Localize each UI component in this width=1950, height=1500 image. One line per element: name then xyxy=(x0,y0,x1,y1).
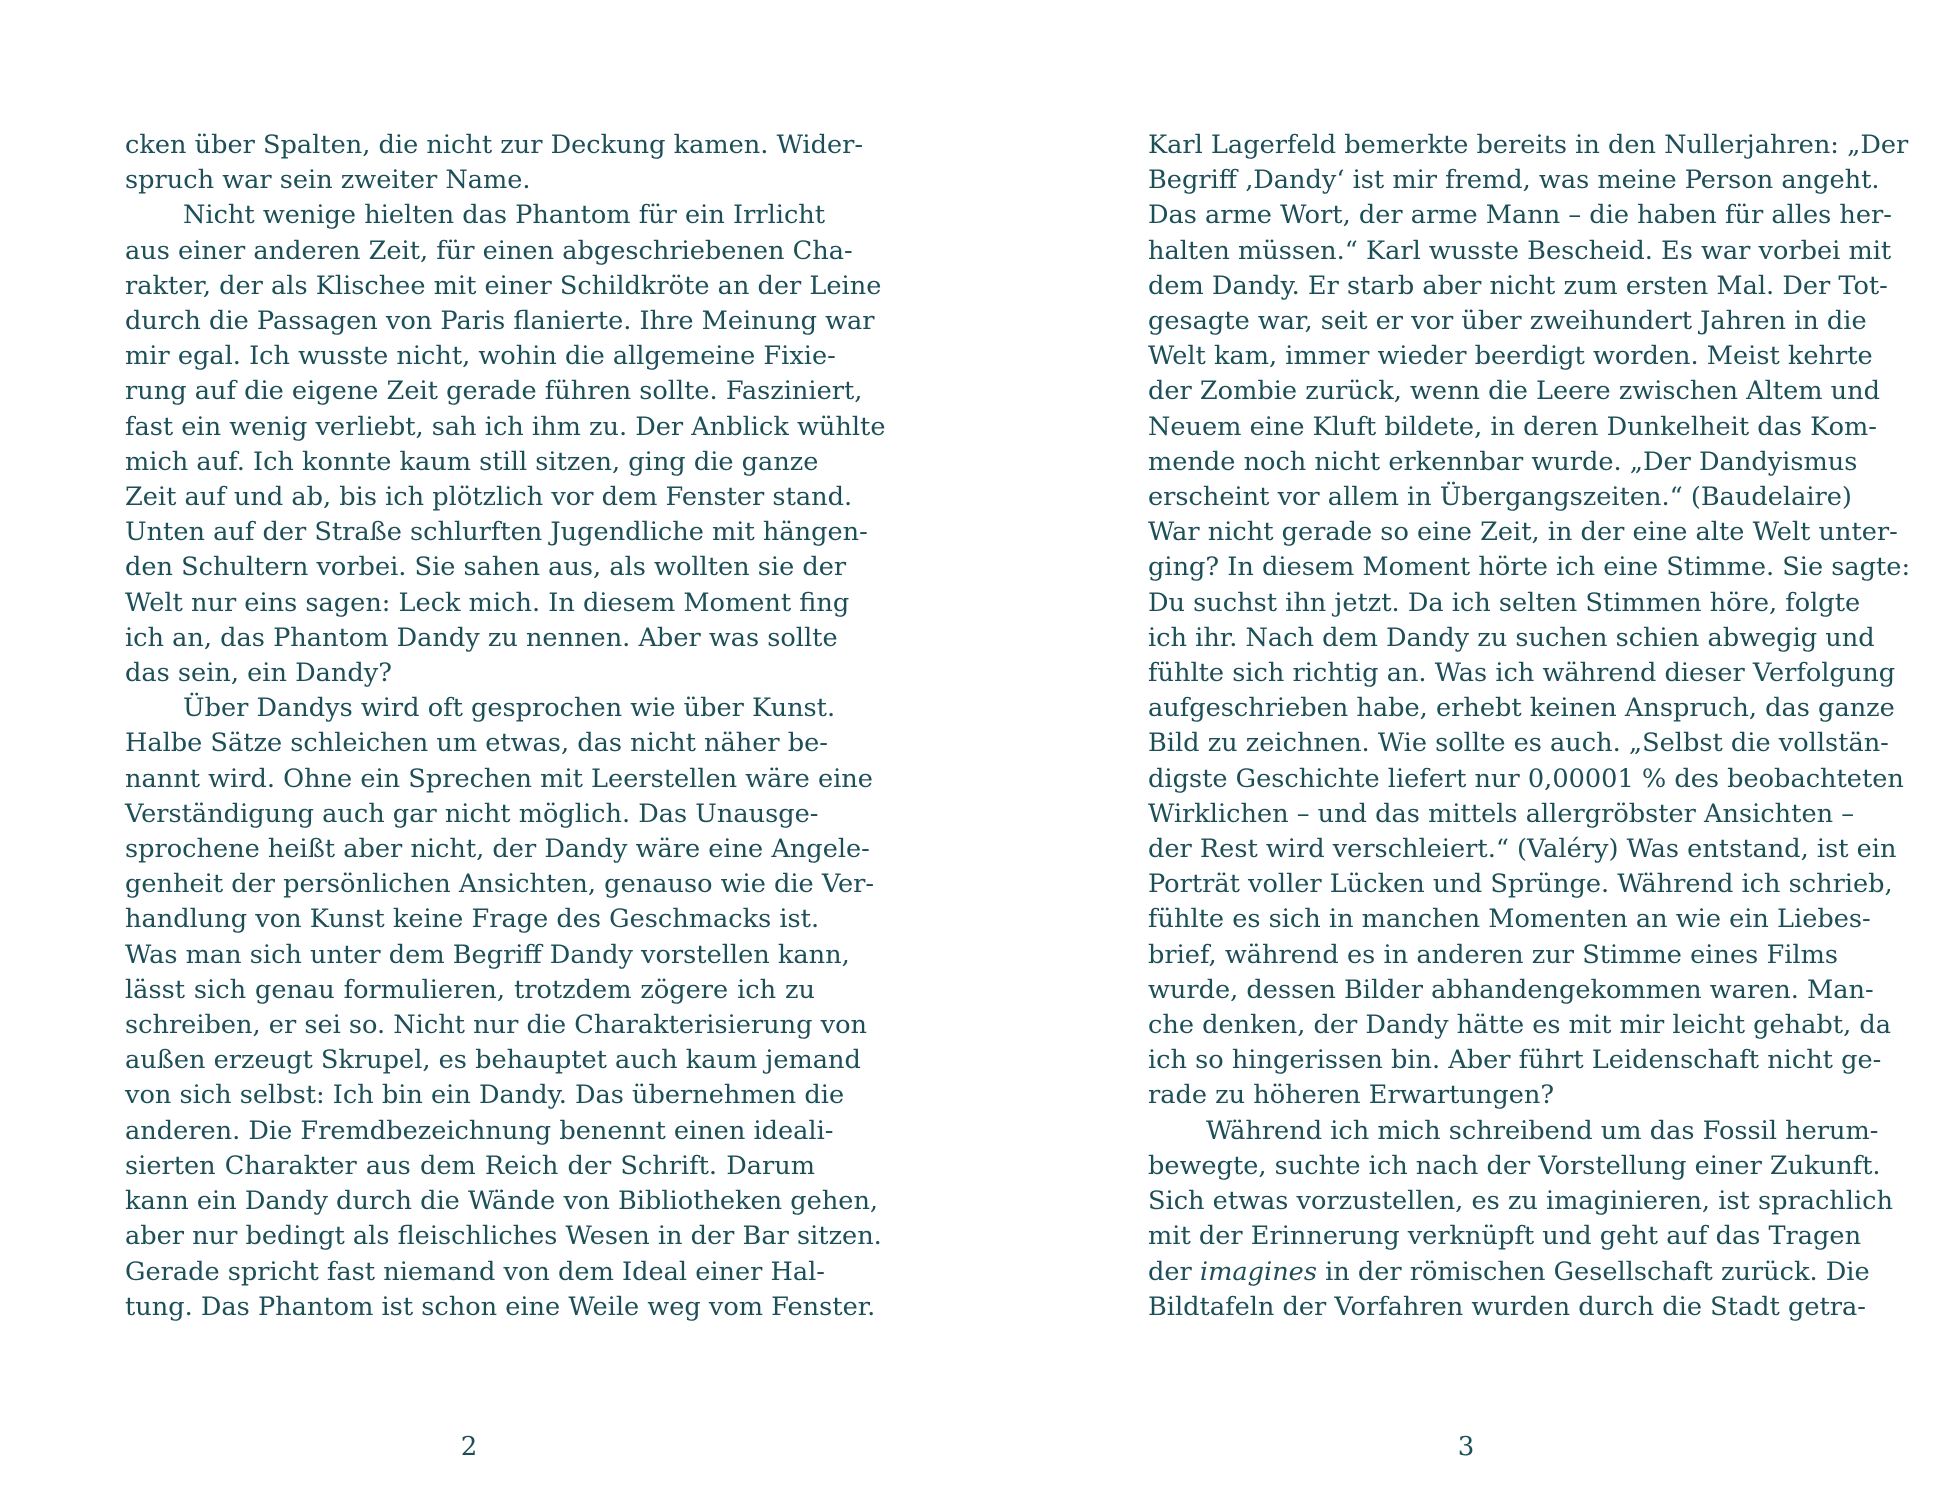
text-line: Bild zu zeichnen. Wie sollte es auch. „Selbst die vollstän- xyxy=(1148,728,1889,759)
text-line: Halbe Sätze schleichen um etwas, das nicht näher be- xyxy=(125,728,828,759)
text-line: mende noch nicht erkennbar wurde. „Der Dandyismus xyxy=(1148,446,1858,477)
text-line: der Zombie zurück, wenn die Leere zwischen Altem und xyxy=(1148,376,1880,407)
text-fragment: in der römischen Gesellschaft zurück. Die xyxy=(1316,1256,1870,1287)
text-line: sprochene heißt aber nicht, der Dandy wäre eine Angele- xyxy=(125,834,870,865)
text-line: kann ein Dandy durch die Wände von Bibliotheken gehen, xyxy=(125,1186,879,1217)
text-line: mich auf. Ich konnte kaum still sitzen, ging die ganze xyxy=(125,446,819,477)
text-line: ich ihr. Nach dem Dandy zu suchen schien abwegig und xyxy=(1148,622,1875,653)
text-line: spruch war sein zweiter Name. xyxy=(125,165,531,196)
text-line: rade zu höheren Erwartungen? xyxy=(1148,1080,1555,1111)
text-line: den Schultern vorbei. Sie sahen aus, als wollten sie der xyxy=(125,552,847,583)
text-line: anderen. Die Fremdbezeichnung benennt einen ideali- xyxy=(125,1115,834,1146)
text-line: Unten auf der Straße schlurften Jugendliche mit hängen- xyxy=(125,517,868,548)
text-line: rakter, der als Klischee mit einer Schildkröte an der Leine xyxy=(125,270,882,301)
text-line: aber nur bedingt als fleischliches Wesen in der Bar sitzen. xyxy=(125,1221,882,1252)
text-line: Sich etwas vorzustellen, es zu imaginieren, ist sprachlich xyxy=(1148,1186,1893,1217)
text-line: che denken, der Dandy hätte es mit mir leicht gehabt, da xyxy=(1148,1010,1891,1041)
text-line: mir egal. Ich wusste nicht, wohin die allgemeine Fixie- xyxy=(125,341,836,372)
text-line: schreiben, er sei so. Nicht nur die Charakterisierung von xyxy=(125,1010,868,1041)
text-line: Porträt voller Lücken und Sprünge. Während ich schrieb, xyxy=(1148,869,1893,900)
text-line: Karl Lagerfeld bemerkte bereits in den Nullerjahren: „Der xyxy=(1148,130,1909,160)
text-line: cken über Spalten, die nicht zur Deckung kamen. Wider- xyxy=(125,130,864,160)
text-line: dem Dandy. Er starb aber nicht zum ersten Mal. Der Tot- xyxy=(1148,270,1888,301)
text-line: erscheint vor allem in Übergangszeiten.“ (Baudelaire) xyxy=(1148,482,1852,513)
text-line: aus einer anderen Zeit, für einen abgeschriebenen Cha- xyxy=(125,235,853,266)
text-line: von sich selbst: Ich bin ein Dandy. Das übernehmen die xyxy=(125,1080,845,1111)
text-line: ich so hingerissen bin. Aber führt Leidenschaft nicht ge- xyxy=(1148,1045,1882,1076)
right-page xyxy=(975,0,1950,1500)
text-line: sierten Charakter aus dem Reich der Schrift. Darum xyxy=(125,1150,815,1181)
text-line: Neuem eine Kluft bildete, in deren Dunkelheit das Kom- xyxy=(1148,411,1877,442)
text-line: Über Dandys wird oft gesprochen wie über Kunst. xyxy=(183,693,836,724)
text-line: Wirklichen – und das mittels allergröbster Ansichten – xyxy=(1148,798,1855,829)
text-line: Nicht wenige hielten das Phantom für ein Irrlicht xyxy=(183,200,826,231)
text-line: handlung von Kunst keine Frage des Geschmacks ist. xyxy=(125,904,820,935)
text-line: Zeit auf und ab, bis ich plötzlich vor dem Fenster stand. xyxy=(125,482,853,513)
text-line: gesagte war, seit er vor über zweihundert Jahren in die xyxy=(1148,306,1867,337)
page-number-right: 3 xyxy=(1457,1432,1475,1462)
text-line: lässt sich genau formulieren, trotzdem zögere ich zu xyxy=(125,974,815,1005)
text-line: nannt wird. Ohne ein Sprechen mit Leerstellen wäre eine xyxy=(125,763,873,794)
text-line: Während ich mich schreibend um das Fossil herum- xyxy=(1206,1115,1879,1146)
text-line: rung auf die eigene Zeit gerade führen sollte. Fasziniert, xyxy=(125,376,863,407)
text-line: Du suchst ihn jetzt. Da ich selten Stimmen höre, folgte xyxy=(1148,587,1861,618)
text-line: brief, während es in anderen zur Stimme eines Films xyxy=(1148,939,1838,970)
text-line: der Rest wird verschleiert.“ (Valéry) Was entstand, ist ein xyxy=(1148,834,1897,865)
text-line: ging? In diesem Moment hörte ich eine Stimme. Sie sagte: xyxy=(1148,552,1911,583)
text-line: fühlte es sich in manchen Momenten an wie ein Liebes- xyxy=(1148,904,1871,935)
text-line: Was man sich unter dem Begriff Dandy vorstellen kann, xyxy=(125,939,850,970)
text-line: ich an, das Phantom Dandy zu nennen. Aber was sollte xyxy=(125,622,838,653)
left-body-text xyxy=(125,128,886,1325)
text-line: mit der Erinnerung verknüpft und geht auf das Tragen xyxy=(1148,1221,1862,1252)
text-line: durch die Passagen von Paris flanierte. Ihre Meinung war xyxy=(125,306,875,337)
text-line: fühlte sich richtig an. Was ich während dieser Verfolgung xyxy=(1148,658,1896,689)
text-line: außen erzeugt Skrupel, es behauptet auch kaum jemand xyxy=(125,1045,861,1076)
text-line: Welt kam, immer wieder beerdigt worden. Meist kehrte xyxy=(1148,341,1873,372)
text-line: fast ein wenig verliebt, sah ich ihm zu. Der Anblick wühlte xyxy=(125,411,886,442)
text-line: bewegte, suchte ich nach der Vorstellung einer Zukunft. xyxy=(1148,1150,1881,1181)
text-line: wurde, dessen Bilder abhandengekommen waren. Man- xyxy=(1148,974,1874,1005)
text-line: das sein, ein Dandy? xyxy=(125,658,392,689)
text-line: Gerade spricht fast niemand von dem Ideal einer Hal- xyxy=(125,1256,825,1287)
text-line: Welt nur eins sagen: Leck mich. In diesem Moment fing xyxy=(125,587,850,618)
text-line: halten müssen.“ Karl wusste Bescheid. Es war vorbei mit xyxy=(1148,235,1892,266)
text-line xyxy=(1148,1255,1870,1290)
text-line: tung. Das Phantom ist schon eine Weile weg vom Fenster. xyxy=(125,1291,876,1322)
text-line: Verständigung auch gar nicht möglich. Das Unausge- xyxy=(125,798,819,829)
text-line: digste Geschichte liefert nur 0,00001 % des beobachteten xyxy=(1148,763,1904,794)
text-line: Das arme Wort, der arme Mann – die haben für alles her- xyxy=(1148,200,1892,231)
text-fragment: der xyxy=(1148,1256,1200,1287)
italic-term: imagines xyxy=(1199,1256,1317,1287)
text-line: Bildtafeln der Vorfahren wurden durch die Stadt getra- xyxy=(1148,1291,1866,1322)
text-line: War nicht gerade so eine Zeit, in der eine alte Welt unter- xyxy=(1148,517,1898,548)
text-line: genheit der persönlichen Ansichten, genauso wie die Ver- xyxy=(125,869,875,900)
right-body-text xyxy=(1148,128,1911,1325)
text-line: aufgeschrieben habe, erhebt keinen Anspruch, das ganze xyxy=(1148,693,1895,724)
page-number-left: 2 xyxy=(460,1432,478,1462)
text-line: Begriff ‚Dandy‘ ist mir fremd, was meine Person angeht. xyxy=(1148,165,1880,196)
